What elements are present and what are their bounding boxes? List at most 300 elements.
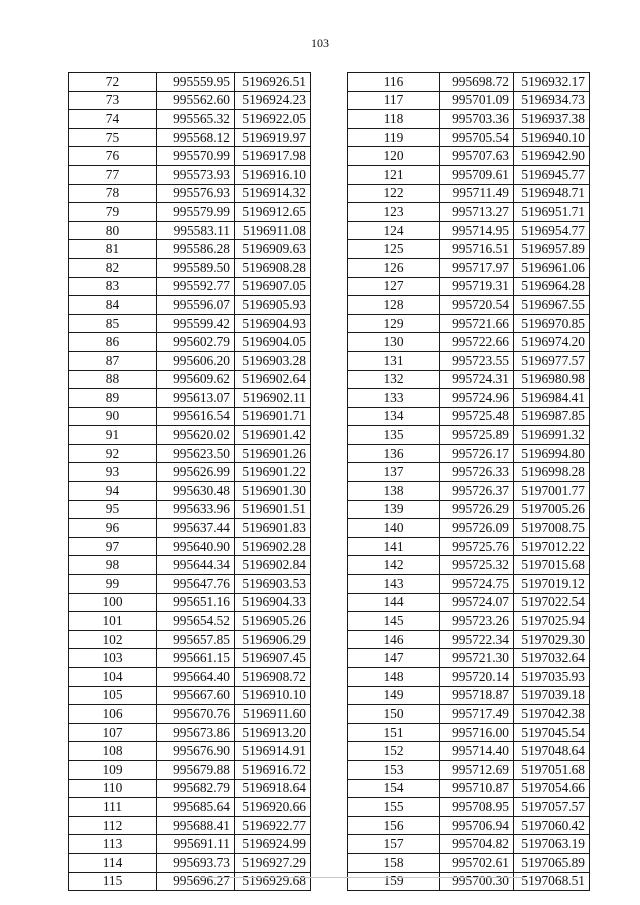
point-number-cell: 76 bbox=[69, 147, 157, 166]
table-row bbox=[348, 760, 590, 779]
x-coordinate-cell: 995719.31 bbox=[440, 277, 514, 296]
x-coordinate-cell: 995559.95 bbox=[157, 73, 235, 92]
x-coordinate-cell: 995721.66 bbox=[440, 314, 514, 333]
x-coordinate-cell: 995717.97 bbox=[440, 258, 514, 277]
x-coordinate-cell: 995725.76 bbox=[440, 537, 514, 556]
point-number-cell: 120 bbox=[348, 147, 440, 166]
table-row bbox=[348, 351, 590, 370]
x-coordinate-cell: 995693.73 bbox=[157, 853, 235, 872]
x-coordinate-cell: 995725.89 bbox=[440, 426, 514, 445]
x-coordinate-cell: 995573.93 bbox=[157, 165, 235, 184]
table-row bbox=[69, 668, 311, 687]
point-number-cell: 151 bbox=[348, 723, 440, 742]
y-coordinate-cell: 5197060.42 bbox=[514, 816, 590, 835]
y-coordinate-cell: 5197051.68 bbox=[514, 760, 590, 779]
table-row bbox=[348, 203, 590, 222]
x-coordinate-cell: 995579.99 bbox=[157, 203, 235, 222]
x-coordinate-cell: 995700.30 bbox=[440, 872, 514, 891]
point-number-cell: 137 bbox=[348, 463, 440, 482]
x-coordinate-cell: 995613.07 bbox=[157, 389, 235, 408]
y-coordinate-cell: 5196934.73 bbox=[514, 91, 590, 110]
x-coordinate-cell: 995698.72 bbox=[440, 73, 514, 92]
y-coordinate-cell: 5196932.17 bbox=[514, 73, 590, 92]
table-row bbox=[69, 444, 311, 463]
y-coordinate-cell: 5197005.26 bbox=[514, 500, 590, 519]
table-row bbox=[69, 760, 311, 779]
table-row bbox=[348, 798, 590, 817]
point-number-cell: 104 bbox=[69, 668, 157, 687]
x-coordinate-cell: 995630.48 bbox=[157, 482, 235, 501]
table-row bbox=[69, 258, 311, 277]
table-row bbox=[348, 872, 590, 891]
x-coordinate-cell: 995723.26 bbox=[440, 612, 514, 631]
point-number-cell: 125 bbox=[348, 240, 440, 259]
table-row bbox=[348, 705, 590, 724]
point-number-cell: 74 bbox=[69, 110, 157, 129]
point-number-cell: 138 bbox=[348, 482, 440, 501]
point-number-cell: 117 bbox=[348, 91, 440, 110]
x-coordinate-cell: 995725.48 bbox=[440, 407, 514, 426]
table-row bbox=[348, 221, 590, 240]
point-number-cell: 113 bbox=[69, 835, 157, 854]
x-coordinate-cell: 995726.09 bbox=[440, 519, 514, 538]
y-coordinate-cell: 5197022.54 bbox=[514, 593, 590, 612]
x-coordinate-cell: 995724.07 bbox=[440, 593, 514, 612]
point-number-cell: 141 bbox=[348, 537, 440, 556]
point-number-cell: 75 bbox=[69, 128, 157, 147]
y-coordinate-cell: 5196901.26 bbox=[235, 444, 311, 463]
point-number-cell: 102 bbox=[69, 630, 157, 649]
point-number-cell: 147 bbox=[348, 649, 440, 668]
x-coordinate-cell: 995637.44 bbox=[157, 519, 235, 538]
point-number-cell: 153 bbox=[348, 760, 440, 779]
point-number-cell: 98 bbox=[69, 556, 157, 575]
x-coordinate-cell: 995703.36 bbox=[440, 110, 514, 129]
y-coordinate-cell: 5196927.29 bbox=[235, 853, 311, 872]
page-number: 103 bbox=[311, 36, 329, 50]
table-row bbox=[69, 556, 311, 575]
y-coordinate-cell: 5196940.10 bbox=[514, 128, 590, 147]
point-number-cell: 80 bbox=[69, 221, 157, 240]
x-coordinate-cell: 995673.86 bbox=[157, 723, 235, 742]
table-row bbox=[69, 91, 311, 110]
point-number-cell: 122 bbox=[348, 184, 440, 203]
x-coordinate-cell: 995667.60 bbox=[157, 686, 235, 705]
point-number-cell: 82 bbox=[69, 258, 157, 277]
table-row bbox=[69, 240, 311, 259]
coordinates-table-left bbox=[68, 72, 311, 891]
x-coordinate-cell: 995647.76 bbox=[157, 575, 235, 594]
table-row bbox=[348, 444, 590, 463]
table-row bbox=[69, 73, 311, 92]
y-coordinate-cell: 5196902.28 bbox=[235, 537, 311, 556]
x-coordinate-cell: 995688.41 bbox=[157, 816, 235, 835]
y-coordinate-cell: 5197025.94 bbox=[514, 612, 590, 631]
x-coordinate-cell: 995724.75 bbox=[440, 575, 514, 594]
y-coordinate-cell: 5196904.93 bbox=[235, 314, 311, 333]
x-coordinate-cell: 995691.11 bbox=[157, 835, 235, 854]
x-coordinate-cell: 995726.33 bbox=[440, 463, 514, 482]
point-number-cell: 127 bbox=[348, 277, 440, 296]
y-coordinate-cell: 5196901.42 bbox=[235, 426, 311, 445]
y-coordinate-cell: 5196926.51 bbox=[235, 73, 311, 92]
point-number-cell: 154 bbox=[348, 779, 440, 798]
table-row bbox=[348, 500, 590, 519]
y-coordinate-cell: 5196974.20 bbox=[514, 333, 590, 352]
y-coordinate-cell: 5196901.30 bbox=[235, 482, 311, 501]
table-row bbox=[69, 184, 311, 203]
table-row bbox=[69, 853, 311, 872]
x-coordinate-cell: 995565.32 bbox=[157, 110, 235, 129]
point-number-cell: 119 bbox=[348, 128, 440, 147]
table-row bbox=[348, 612, 590, 631]
table-row bbox=[69, 686, 311, 705]
x-coordinate-cell: 995716.00 bbox=[440, 723, 514, 742]
y-coordinate-cell: 5196916.10 bbox=[235, 165, 311, 184]
table-row bbox=[69, 835, 311, 854]
x-coordinate-cell: 995664.40 bbox=[157, 668, 235, 687]
x-coordinate-cell: 995626.99 bbox=[157, 463, 235, 482]
point-number-cell: 101 bbox=[69, 612, 157, 631]
y-coordinate-cell: 5196903.28 bbox=[235, 351, 311, 370]
point-number-cell: 78 bbox=[69, 184, 157, 203]
y-coordinate-cell: 5196908.72 bbox=[235, 668, 311, 687]
bottom-rule bbox=[195, 877, 525, 878]
table-row bbox=[348, 816, 590, 835]
point-number-cell: 157 bbox=[348, 835, 440, 854]
point-number-cell: 150 bbox=[348, 705, 440, 724]
table-row bbox=[69, 519, 311, 538]
point-number-cell: 123 bbox=[348, 203, 440, 222]
table-row bbox=[348, 389, 590, 408]
y-coordinate-cell: 5196918.64 bbox=[235, 779, 311, 798]
y-coordinate-cell: 5197012.22 bbox=[514, 537, 590, 556]
table-row bbox=[69, 872, 311, 891]
x-coordinate-cell: 995568.12 bbox=[157, 128, 235, 147]
y-coordinate-cell: 5196987.85 bbox=[514, 407, 590, 426]
y-coordinate-cell: 5196922.05 bbox=[235, 110, 311, 129]
table-row bbox=[69, 482, 311, 501]
table-row bbox=[69, 630, 311, 649]
point-number-cell: 88 bbox=[69, 370, 157, 389]
table-row bbox=[348, 593, 590, 612]
y-coordinate-cell: 5196994.80 bbox=[514, 444, 590, 463]
y-coordinate-cell: 5196919.97 bbox=[235, 128, 311, 147]
y-coordinate-cell: 5196922.77 bbox=[235, 816, 311, 835]
point-number-cell: 112 bbox=[69, 816, 157, 835]
point-number-cell: 124 bbox=[348, 221, 440, 240]
point-number-cell: 103 bbox=[69, 649, 157, 668]
table-row bbox=[348, 258, 590, 277]
table-row bbox=[69, 816, 311, 835]
table-row bbox=[348, 277, 590, 296]
table-row bbox=[69, 705, 311, 724]
y-coordinate-cell: 5196954.77 bbox=[514, 221, 590, 240]
y-coordinate-cell: 5196957.89 bbox=[514, 240, 590, 259]
x-coordinate-cell: 995714.40 bbox=[440, 742, 514, 761]
x-coordinate-cell: 995616.54 bbox=[157, 407, 235, 426]
y-coordinate-cell: 5196998.28 bbox=[514, 463, 590, 482]
x-coordinate-cell: 995706.94 bbox=[440, 816, 514, 835]
x-coordinate-cell: 995583.11 bbox=[157, 221, 235, 240]
table-row bbox=[348, 296, 590, 315]
x-coordinate-cell: 995714.95 bbox=[440, 221, 514, 240]
point-number-cell: 159 bbox=[348, 872, 440, 891]
x-coordinate-cell: 995704.82 bbox=[440, 835, 514, 854]
x-coordinate-cell: 995685.64 bbox=[157, 798, 235, 817]
point-number-cell: 132 bbox=[348, 370, 440, 389]
point-number-cell: 140 bbox=[348, 519, 440, 538]
point-number-cell: 92 bbox=[69, 444, 157, 463]
x-coordinate-cell: 995712.69 bbox=[440, 760, 514, 779]
table-row bbox=[348, 649, 590, 668]
table-row bbox=[348, 407, 590, 426]
x-coordinate-cell: 995709.61 bbox=[440, 165, 514, 184]
point-number-cell: 131 bbox=[348, 351, 440, 370]
x-coordinate-cell: 995724.31 bbox=[440, 370, 514, 389]
table-row bbox=[348, 779, 590, 798]
y-coordinate-cell: 5197065.89 bbox=[514, 853, 590, 872]
table-row bbox=[69, 575, 311, 594]
y-coordinate-cell: 5196924.99 bbox=[235, 835, 311, 854]
x-coordinate-cell: 995623.50 bbox=[157, 444, 235, 463]
point-number-cell: 152 bbox=[348, 742, 440, 761]
table-row bbox=[348, 519, 590, 538]
x-coordinate-cell: 995724.96 bbox=[440, 389, 514, 408]
point-number-cell: 156 bbox=[348, 816, 440, 835]
point-number-cell: 79 bbox=[69, 203, 157, 222]
x-coordinate-cell: 995726.29 bbox=[440, 500, 514, 519]
point-number-cell: 91 bbox=[69, 426, 157, 445]
table-row bbox=[348, 91, 590, 110]
point-number-cell: 143 bbox=[348, 575, 440, 594]
y-coordinate-cell: 5196903.53 bbox=[235, 575, 311, 594]
table-row bbox=[348, 556, 590, 575]
table-row bbox=[69, 203, 311, 222]
table-row bbox=[348, 110, 590, 129]
x-coordinate-cell: 995708.95 bbox=[440, 798, 514, 817]
table-row bbox=[348, 723, 590, 742]
point-number-cell: 110 bbox=[69, 779, 157, 798]
point-number-cell: 89 bbox=[69, 389, 157, 408]
x-coordinate-cell: 995609.62 bbox=[157, 370, 235, 389]
y-coordinate-cell: 5196905.26 bbox=[235, 612, 311, 631]
y-coordinate-cell: 5196910.10 bbox=[235, 686, 311, 705]
point-number-cell: 115 bbox=[69, 872, 157, 891]
x-coordinate-cell: 995640.90 bbox=[157, 537, 235, 556]
point-number-cell: 72 bbox=[69, 73, 157, 92]
y-coordinate-cell: 5196948.71 bbox=[514, 184, 590, 203]
y-coordinate-cell: 5197057.57 bbox=[514, 798, 590, 817]
y-coordinate-cell: 5196967.55 bbox=[514, 296, 590, 315]
x-coordinate-cell: 995696.27 bbox=[157, 872, 235, 891]
table-row bbox=[348, 668, 590, 687]
table-row bbox=[348, 370, 590, 389]
y-coordinate-cell: 5196902.64 bbox=[235, 370, 311, 389]
point-number-cell: 121 bbox=[348, 165, 440, 184]
table-row bbox=[69, 165, 311, 184]
point-number-cell: 128 bbox=[348, 296, 440, 315]
y-coordinate-cell: 5196961.06 bbox=[514, 258, 590, 277]
x-coordinate-cell: 995682.79 bbox=[157, 779, 235, 798]
x-coordinate-cell: 995720.54 bbox=[440, 296, 514, 315]
point-number-cell: 155 bbox=[348, 798, 440, 817]
y-coordinate-cell: 5196984.41 bbox=[514, 389, 590, 408]
point-number-cell: 87 bbox=[69, 351, 157, 370]
table-row bbox=[69, 649, 311, 668]
point-number-cell: 84 bbox=[69, 296, 157, 315]
table-row bbox=[69, 593, 311, 612]
y-coordinate-cell: 5196914.91 bbox=[235, 742, 311, 761]
table-row bbox=[69, 798, 311, 817]
y-coordinate-cell: 5196907.45 bbox=[235, 649, 311, 668]
point-number-cell: 93 bbox=[69, 463, 157, 482]
x-coordinate-cell: 995654.52 bbox=[157, 612, 235, 631]
y-coordinate-cell: 5196964.28 bbox=[514, 277, 590, 296]
table-row bbox=[348, 686, 590, 705]
table-row bbox=[69, 110, 311, 129]
x-coordinate-cell: 995599.42 bbox=[157, 314, 235, 333]
y-coordinate-cell: 5196945.77 bbox=[514, 165, 590, 184]
point-number-cell: 111 bbox=[69, 798, 157, 817]
table-row bbox=[348, 853, 590, 872]
y-coordinate-cell: 5196913.20 bbox=[235, 723, 311, 742]
y-coordinate-cell: 5196977.57 bbox=[514, 351, 590, 370]
y-coordinate-cell: 5197042.38 bbox=[514, 705, 590, 724]
y-coordinate-cell: 5196914.32 bbox=[235, 184, 311, 203]
y-coordinate-cell: 5197068.51 bbox=[514, 872, 590, 891]
x-coordinate-cell: 995651.16 bbox=[157, 593, 235, 612]
y-coordinate-cell: 5196912.65 bbox=[235, 203, 311, 222]
table-row bbox=[348, 463, 590, 482]
table-row bbox=[69, 742, 311, 761]
table-row bbox=[69, 463, 311, 482]
table-row bbox=[69, 537, 311, 556]
x-coordinate-cell: 995722.66 bbox=[440, 333, 514, 352]
x-coordinate-cell: 995707.63 bbox=[440, 147, 514, 166]
table-row bbox=[69, 500, 311, 519]
x-coordinate-cell: 995726.37 bbox=[440, 482, 514, 501]
x-coordinate-cell: 995713.27 bbox=[440, 203, 514, 222]
table-row bbox=[348, 482, 590, 501]
x-coordinate-cell: 995717.49 bbox=[440, 705, 514, 724]
y-coordinate-cell: 5196951.71 bbox=[514, 203, 590, 222]
table-row bbox=[69, 407, 311, 426]
point-number-cell: 86 bbox=[69, 333, 157, 352]
x-coordinate-cell: 995679.88 bbox=[157, 760, 235, 779]
point-number-cell: 77 bbox=[69, 165, 157, 184]
x-coordinate-cell: 995589.50 bbox=[157, 258, 235, 277]
table-row bbox=[348, 165, 590, 184]
y-coordinate-cell: 5197008.75 bbox=[514, 519, 590, 538]
point-number-cell: 73 bbox=[69, 91, 157, 110]
x-coordinate-cell: 995718.87 bbox=[440, 686, 514, 705]
y-coordinate-cell: 5196908.28 bbox=[235, 258, 311, 277]
x-coordinate-cell: 995562.60 bbox=[157, 91, 235, 110]
point-number-cell: 158 bbox=[348, 853, 440, 872]
y-coordinate-cell: 5196916.72 bbox=[235, 760, 311, 779]
y-coordinate-cell: 5197063.19 bbox=[514, 835, 590, 854]
point-number-cell: 106 bbox=[69, 705, 157, 724]
point-number-cell: 83 bbox=[69, 277, 157, 296]
point-number-cell: 149 bbox=[348, 686, 440, 705]
table-row bbox=[348, 575, 590, 594]
y-coordinate-cell: 5196929.68 bbox=[235, 872, 311, 891]
table-row bbox=[348, 73, 590, 92]
point-number-cell: 139 bbox=[348, 500, 440, 519]
x-coordinate-cell: 995723.55 bbox=[440, 351, 514, 370]
point-number-cell: 134 bbox=[348, 407, 440, 426]
point-number-cell: 114 bbox=[69, 853, 157, 872]
point-number-cell: 148 bbox=[348, 668, 440, 687]
table-row bbox=[69, 221, 311, 240]
point-number-cell: 108 bbox=[69, 742, 157, 761]
x-coordinate-cell: 995592.77 bbox=[157, 277, 235, 296]
x-coordinate-cell: 995644.34 bbox=[157, 556, 235, 575]
y-coordinate-cell: 5197048.64 bbox=[514, 742, 590, 761]
y-coordinate-cell: 5197045.54 bbox=[514, 723, 590, 742]
point-number-cell: 142 bbox=[348, 556, 440, 575]
table-row bbox=[348, 128, 590, 147]
table-row bbox=[69, 723, 311, 742]
x-coordinate-cell: 995721.30 bbox=[440, 649, 514, 668]
table-row bbox=[348, 184, 590, 203]
point-number-cell: 107 bbox=[69, 723, 157, 742]
point-number-cell: 100 bbox=[69, 593, 157, 612]
y-coordinate-cell: 5197032.64 bbox=[514, 649, 590, 668]
table-row bbox=[348, 147, 590, 166]
y-coordinate-cell: 5196902.84 bbox=[235, 556, 311, 575]
point-number-cell: 145 bbox=[348, 612, 440, 631]
point-number-cell: 95 bbox=[69, 500, 157, 519]
y-coordinate-cell: 5196906.29 bbox=[235, 630, 311, 649]
x-coordinate-cell: 995711.49 bbox=[440, 184, 514, 203]
coordinates-table-right bbox=[347, 72, 590, 891]
y-coordinate-cell: 5197019.12 bbox=[514, 575, 590, 594]
table-row bbox=[69, 426, 311, 445]
y-coordinate-cell: 5196909.63 bbox=[235, 240, 311, 259]
y-coordinate-cell: 5196901.22 bbox=[235, 463, 311, 482]
y-coordinate-cell: 5196901.83 bbox=[235, 519, 311, 538]
y-coordinate-cell: 5196901.51 bbox=[235, 500, 311, 519]
point-number-cell: 116 bbox=[348, 73, 440, 92]
y-coordinate-cell: 5196901.71 bbox=[235, 407, 311, 426]
y-coordinate-cell: 5197039.18 bbox=[514, 686, 590, 705]
x-coordinate-cell: 995676.90 bbox=[157, 742, 235, 761]
y-coordinate-cell: 5197054.66 bbox=[514, 779, 590, 798]
table-row bbox=[348, 240, 590, 259]
y-coordinate-cell: 5196942.90 bbox=[514, 147, 590, 166]
point-number-cell: 126 bbox=[348, 258, 440, 277]
y-coordinate-cell: 5196917.98 bbox=[235, 147, 311, 166]
x-coordinate-cell: 995576.93 bbox=[157, 184, 235, 203]
table-row bbox=[69, 351, 311, 370]
x-coordinate-cell: 995657.85 bbox=[157, 630, 235, 649]
table-row bbox=[348, 537, 590, 556]
table-row bbox=[69, 128, 311, 147]
table-row bbox=[69, 147, 311, 166]
table-row bbox=[348, 835, 590, 854]
point-number-cell: 105 bbox=[69, 686, 157, 705]
table-row bbox=[69, 389, 311, 408]
point-number-cell: 133 bbox=[348, 389, 440, 408]
x-coordinate-cell: 995702.61 bbox=[440, 853, 514, 872]
y-coordinate-cell: 5196937.38 bbox=[514, 110, 590, 129]
y-coordinate-cell: 5196991.32 bbox=[514, 426, 590, 445]
point-number-cell: 94 bbox=[69, 482, 157, 501]
table-row bbox=[348, 742, 590, 761]
point-number-cell: 97 bbox=[69, 537, 157, 556]
